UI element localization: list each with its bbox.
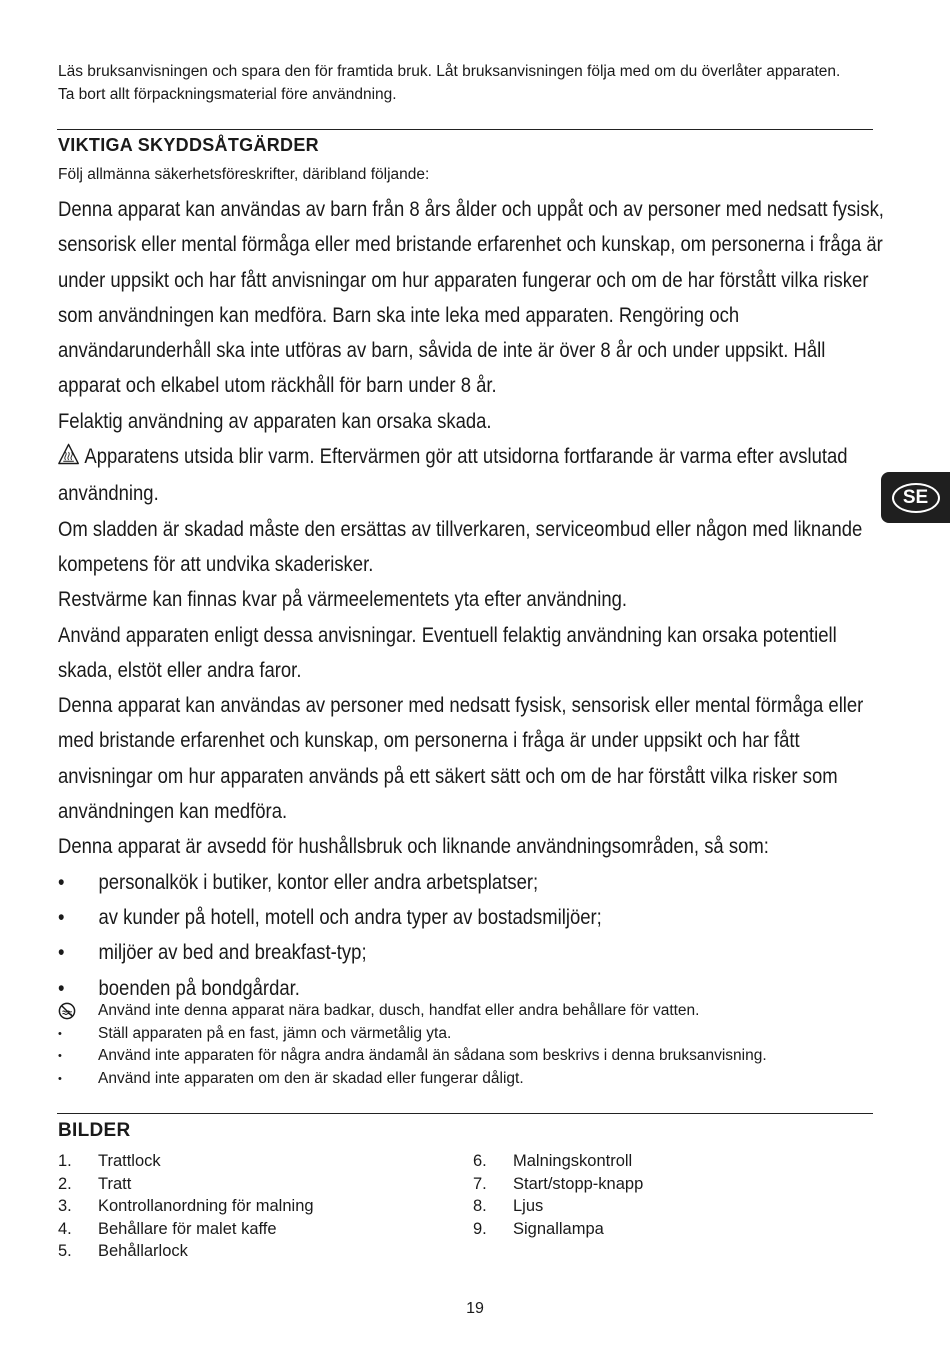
list-item (58, 1000, 888, 1023)
item-number: 2. (58, 1174, 72, 1193)
item-label: Signallampa (513, 1219, 604, 1238)
hot-surface-warning-icon (58, 441, 79, 476)
list-item (58, 1218, 458, 1241)
safety-line: kompetens för att undvika skaderisker. (58, 552, 374, 576)
safety-line: med bristande erfarenhet och kunskap, om personerna i fråga är under uppsikt och har fått (58, 729, 800, 753)
item-number: 5. (58, 1242, 72, 1260)
safety-line: apparat och elkabel utom räckhåll för barn under 8 år. (58, 374, 497, 398)
safety-heading: VIKTIGA SKYDDSÅTGÄRDER (58, 135, 319, 155)
list-item (58, 865, 788, 900)
item-number: 1. (58, 1152, 72, 1170)
bullet-mark: • (58, 1072, 62, 1085)
item-number: 6. (473, 1152, 487, 1170)
safety-line: Använd apparaten enligt dessa anvisningar. Eventuell felaktig användning kan orsaka potentiell (58, 623, 837, 647)
warning-text: Apparatens utsida blir varm. Eftervärmen gör att utsidorna fortfarande är varma efter avslutad (84, 445, 848, 469)
safety-line: Felaktig användning av apparaten kan orsaka skada. (58, 409, 492, 433)
list-item-text: Använd inte denna apparat nära badkar, dusch, handfat eller andra behållare för vatten. (98, 1002, 700, 1019)
safety-line: skada, elstöt eller andra faror. (58, 658, 302, 682)
safety-line: användarunderhåll ska inte utföras av barn, såvida de inte är över 8 år och under uppsikt. Håll (58, 339, 826, 363)
list-item-text: Använd inte apparaten för några andra ändamål än sådana som beskrivs i denna bruksanvisning. (98, 1047, 767, 1064)
section-divider (57, 1113, 873, 1114)
item-number: 4. (58, 1219, 72, 1238)
item-label: Malningskontroll (513, 1152, 633, 1170)
safety-line: Restvärme kan finnas kvar på värmeelementets yta efter användning. (58, 588, 628, 612)
bullet-mark: • (58, 1050, 62, 1062)
intro-text: Läs bruksanvisningen och spara den för framtida bruk. Låt bruksanvisningen följa med om du överlåter apparaten. Ta bort allt förpackningsmaterial före användning. (58, 63, 841, 103)
page-number: 19 (466, 1300, 484, 1317)
item-label: Trattlock (98, 1152, 161, 1170)
safety-line: som användningen kan medföra. Barn ska inte leka med apparaten. Rengöring och (58, 303, 740, 327)
safety-line: Denna apparat kan användas av personer med nedsatt fysisk, sensorisk eller mental förmåga eller (58, 694, 864, 718)
no-water-icon (58, 1002, 98, 1020)
list-item (58, 1023, 888, 1046)
list-item-text: av kunder på hotell, motell och andra typer av bostadsmiljöer; (98, 905, 602, 929)
parts-list-left (58, 1150, 458, 1263)
safety-line: under uppsikt och har fått anvisningar om hur apparaten fungerar och om de har förstått vilka risker (58, 268, 869, 292)
list-item (58, 900, 788, 935)
safety-line: sensorisk eller mental förmåga eller med bristande erfarenhet och kunskap, om personerna i fråga är (58, 233, 883, 257)
list-item (58, 1240, 458, 1263)
list-item-text: boenden på bondgårdar. (98, 976, 300, 1000)
bullet-mark: • (58, 870, 65, 894)
safety-line: användningen kan medföra. (58, 800, 288, 824)
list-item-text: miljöer av bed and breakfast-typ; (98, 941, 367, 965)
list-item (58, 935, 788, 970)
list-item (58, 1045, 888, 1068)
pictures-heading: BILDER (58, 1120, 131, 1141)
item-label: Behållare för malet kaffe (98, 1219, 277, 1238)
list-item-text: personalkök i butiker, kontor eller andra arbetsplatser; (98, 870, 539, 894)
safety-line: anvisningar om hur apparaten används på ett säkert sätt och om de har förstått vilka risker som (58, 764, 838, 788)
safety-line: Denna apparat är avsedd för hushållsbruk och liknande användningsområden, så som: (58, 835, 769, 859)
list-item-text: Ställ apparaten på en fast, jämn och värmetålig yta. (98, 1024, 452, 1042)
safety-line: Denna apparat kan användas av barn från 8 års ålder och uppåt och av personer med nedsatt fysisk, (58, 198, 884, 221)
item-number: 8. (473, 1197, 487, 1215)
item-label: Kontrollanordning för malning (98, 1197, 314, 1215)
item-number: 3. (58, 1197, 72, 1215)
parts-list-right (473, 1150, 873, 1240)
bullet-mark: • (58, 1027, 62, 1040)
section-divider (57, 129, 873, 130)
small-instructions (58, 1000, 888, 1090)
item-label: Behållarlock (98, 1242, 188, 1260)
item-number: 9. (473, 1219, 487, 1238)
item-label: Ljus (513, 1197, 544, 1215)
list-item (58, 1150, 458, 1173)
bullet-mark: • (58, 905, 65, 929)
list-item (473, 1218, 873, 1241)
item-label: Start/stopp-knapp (513, 1174, 644, 1193)
bullet-mark: • (58, 941, 65, 965)
safety-line: Om sladden är skadad måste den ersättas av tillverkaren, serviceombud eller någon med liknande (58, 517, 863, 541)
warning-line: användning. (58, 482, 159, 506)
language-tab (881, 472, 950, 523)
list-item-text: Använd inte apparaten om den är skadad eller fungerar dåligt. (98, 1069, 524, 1087)
list-item (473, 1195, 873, 1218)
warning-line (58, 439, 848, 476)
list-item (473, 1173, 873, 1196)
list-item (58, 1173, 458, 1196)
list-item (473, 1150, 873, 1173)
safety-subheading: Följ allmänna säkerhetsföreskrifter, däribland följande: (58, 166, 430, 183)
safety-text (58, 192, 884, 1006)
language-tab-label: SE (892, 483, 940, 513)
item-label: Tratt (98, 1174, 132, 1193)
list-item (58, 1195, 458, 1218)
bullet-mark: • (58, 976, 65, 1000)
item-number: 7. (473, 1174, 487, 1193)
list-item (58, 1068, 888, 1091)
